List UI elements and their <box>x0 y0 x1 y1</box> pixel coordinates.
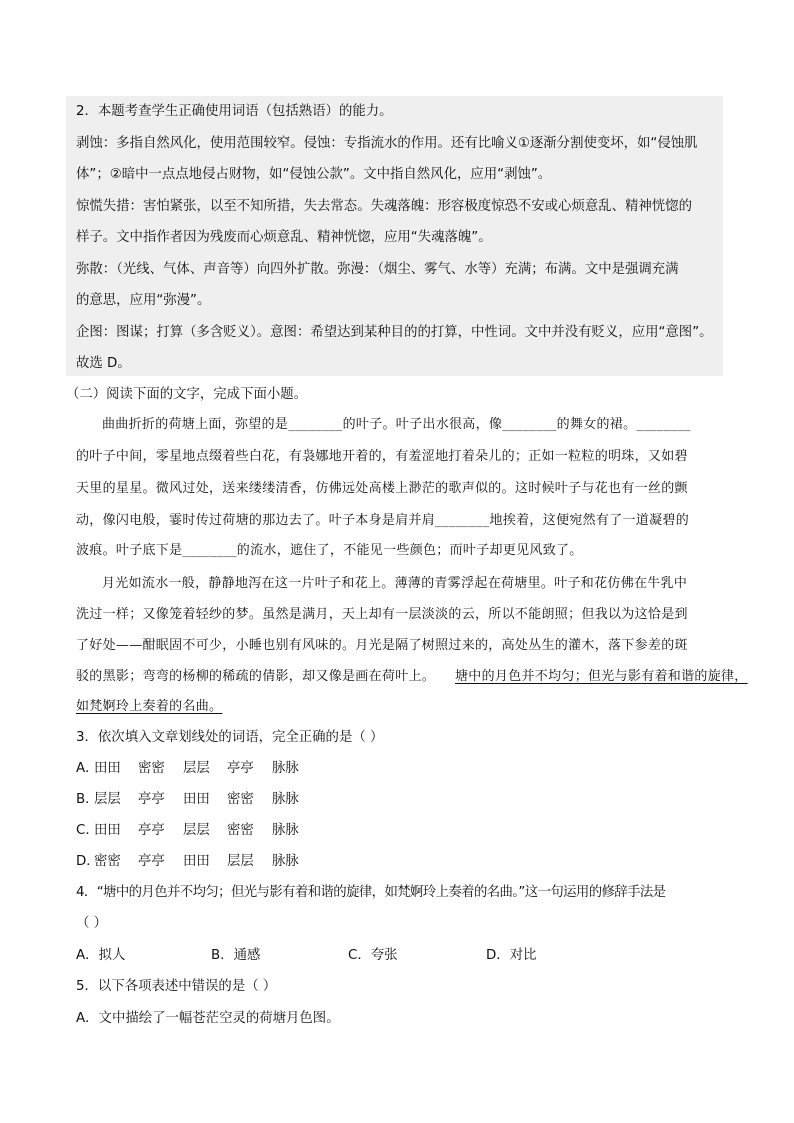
answer-line: 的意思，应用“弥漫”。 <box>76 293 211 308</box>
question-4-stem-paren: （ ） <box>76 916 108 931</box>
underlined-sentence: 塘中的月色并不均匀；但光与影有着和谐的旋律， <box>455 669 748 684</box>
option-word: 层层 <box>227 854 254 869</box>
section-heading: （二）阅读下面的文字，完成下面小题。 <box>66 387 308 402</box>
option-letter: D． <box>76 854 100 869</box>
option-word: 层层 <box>183 761 210 776</box>
passage-line: 了好处——酣眠固不可少，小睡也别有风味的。月光是隔了树照过来的，高处丛生的灌木，落下参差的斑 <box>76 638 688 653</box>
q3-option-d[interactable] <box>76 852 299 872</box>
option-word: 田田 <box>183 792 210 807</box>
underlined-sentence: 如梵婀玲上奏着的名曲。 <box>76 699 223 714</box>
question-4-stem: 4．“塘中的月色并不均匀；但光与影有着和谐的旋律，如梵婀玲上奏着的名曲。”这一句运用的修辞手法是 <box>76 885 666 900</box>
option-word: 亭亭 <box>138 792 165 807</box>
q4-option-a[interactable]: A．拟人 <box>76 948 126 963</box>
option-word: 密密 <box>227 823 254 838</box>
option-letter: C． <box>76 823 99 838</box>
q5-option-a[interactable]: A．文中描绘了一幅苍茫空灵的荷塘月色图。 <box>76 1011 340 1026</box>
answer-line: 故选 D。 <box>76 356 131 371</box>
option-word: 层层 <box>94 792 121 807</box>
option-word: 亭亭 <box>138 854 165 869</box>
option-word: 亭亭 <box>227 761 254 776</box>
answer-line: 样子。文中指作者因为残废而心烦意乱、精神恍惚，应用“失魂落魄”。 <box>76 230 492 245</box>
answer-line: 惊慌失措：害怕紧张，以至不知所措，失去常态。失魂落魄：形容极度惊恐不安或心烦意乱、精神恍惚的 <box>76 199 692 214</box>
question-5-stem: 5．以下各项表述中错误的是（ ） <box>76 979 277 994</box>
option-word: 田田 <box>94 761 121 776</box>
passage-line: 洗过一样；又像笼着轻纱的梦。虽然是满月，天上却有一层淡淡的云，所以不能朗照；但我以为这恰是到 <box>76 607 688 622</box>
option-word: 密密 <box>138 761 165 776</box>
passage-line: 波痕。叶子底下是________的流水，遮住了，不能见一些颜色；而叶子却更见风致了。 <box>76 543 583 558</box>
option-word: 田田 <box>94 823 121 838</box>
option-word: 密密 <box>227 792 254 807</box>
option-word: 田田 <box>183 854 210 869</box>
answer-line: 企图：图谋；打算（多含贬义）。意图：希望达到某种目的的打算，中性词。文中并没有贬义，应用“意图”。 <box>76 325 713 340</box>
option-word: 亭亭 <box>138 823 165 838</box>
passage-line: 月光如流水一般，静静地泻在这一片叶子和花上。薄薄的青雾浮起在荷塘里。叶子和花仿佛在牛乳中 <box>102 576 688 591</box>
option-word: 脉脉 <box>272 854 299 869</box>
passage-line: 天里的星星。微风过处，送来缕缕清香，仿佛远处高楼上渺茫的歌声似的。这时候叶子与花也有一丝的颤 <box>76 481 688 496</box>
option-letter: A． <box>76 761 99 776</box>
passage-line: 曲曲折折的荷塘上面，弥望的是________的叶子。叶子出水很高，像________的舞女的裙。________ <box>102 417 691 432</box>
answer-line: 2．本题考查学生正确使用词语（包括熟语）的能力。 <box>76 104 393 119</box>
passage-line: 驳的黑影；弯弯的杨柳的稀疏的倩影，却又像是画在荷叶上。 <box>76 669 436 684</box>
passage-line: 的叶子中间，零星地点缀着些白花，有袅娜地开着的，有羞涩地打着朵儿的；正如一粒粒的明珠，又如碧 <box>76 449 688 464</box>
option-word: 层层 <box>183 823 210 838</box>
q4-option-d[interactable]: D．对比 <box>486 948 537 963</box>
passage-line: 动，像闪电般，霎时传过荷塘的那边去了。叶子本身是肩并肩________地挨着，这便宛然有了一道凝碧的 <box>76 513 690 528</box>
option-word: 密密 <box>94 854 121 869</box>
answer-line: 弥散：（光线、气体、声音等）向四外扩散。弥漫：（烟尘、雾气、水等）充满；布满。文中是强调充满 <box>76 262 679 277</box>
option-word: 脉脉 <box>272 823 299 838</box>
option-word: 脉脉 <box>272 792 299 807</box>
q3-option-a[interactable] <box>76 759 299 779</box>
q4-option-b[interactable]: B．通感 <box>211 948 261 963</box>
answer-line: 剥蚀：多指自然风化，使用范围较窄。侵蚀：专指流水的作用。还有比喻义①逐渐分割使变坏，如“侵蚀肌 <box>76 136 698 151</box>
q4-option-c[interactable]: C．夸张 <box>348 948 398 963</box>
q3-option-b[interactable] <box>76 790 299 810</box>
option-word: 脉脉 <box>272 761 299 776</box>
option-letter: B． <box>76 792 99 807</box>
q3-option-c[interactable] <box>76 821 299 841</box>
question-3-stem: 3．依次填入文章划线处的词语，完全正确的是（ ） <box>76 730 384 745</box>
answer-line: 体”；②暗中一点点地侵占财物，如“侵蚀公款”。文中指自然风化，应用“剥蚀”。 <box>76 167 552 182</box>
